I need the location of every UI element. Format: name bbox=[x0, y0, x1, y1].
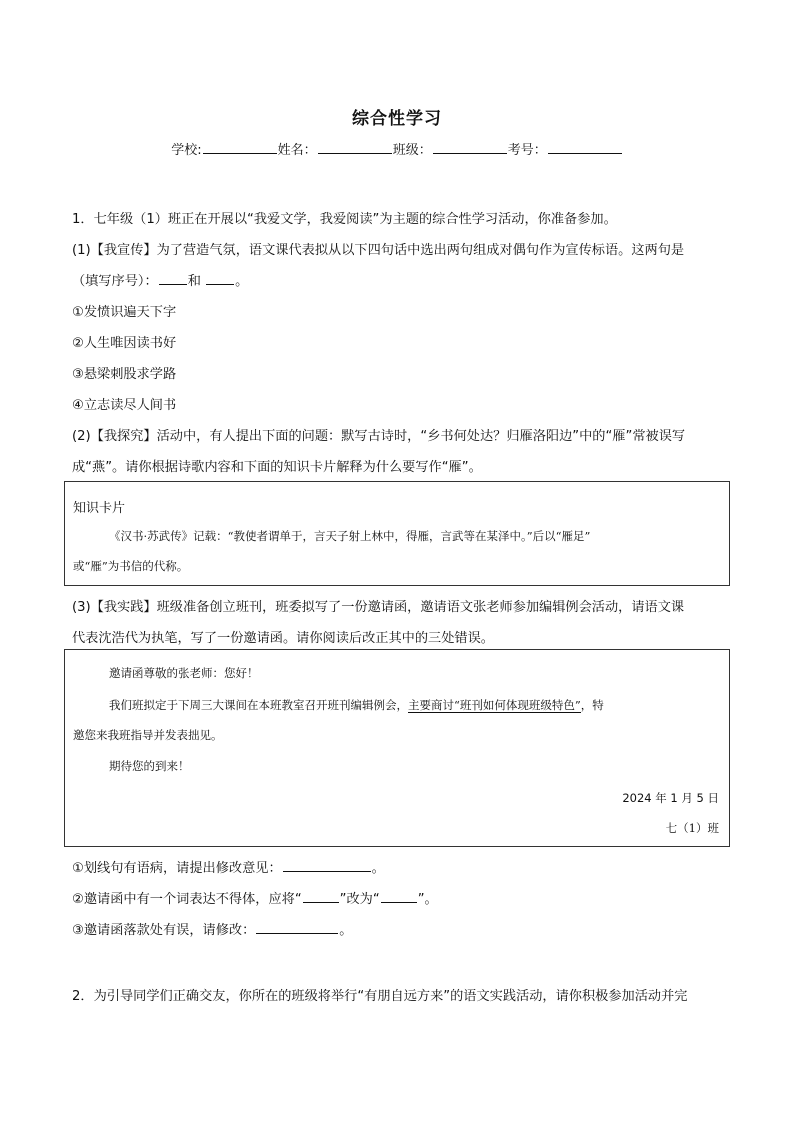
school-blank[interactable] bbox=[203, 139, 277, 154]
option-3: ③悬梁刺股求学路 bbox=[72, 367, 177, 382]
name-label: 姓名： bbox=[277, 143, 317, 158]
answer-blank-2[interactable] bbox=[206, 270, 234, 285]
option-2: ②人生唯因读书好 bbox=[72, 336, 177, 351]
and-text: 和 bbox=[187, 274, 201, 289]
underlined-sentence: 主要商讨“班刊如何体现班级特色” bbox=[408, 698, 581, 712]
q1-part3-line2: 代表沈浩代为执笔，写了一份邀请函。请你阅读后改正其中的三处错误。 bbox=[72, 631, 494, 646]
letter-body-line2: 邀您来我班指导并发表拙见。 bbox=[73, 728, 223, 742]
period: 。 bbox=[235, 274, 249, 289]
sub2-prompt: ②邀请函中有一个词表达不得体，应将“ bbox=[72, 892, 302, 907]
knowledge-card-heading: 知识卡片 bbox=[73, 501, 126, 516]
q1-sub1 bbox=[72, 857, 385, 876]
knowledge-card-line1: 《汉书·苏武传》记载：“教使者谓单于，言天子射上林中，得雁，言武等在某泽中。”后以“雁足” bbox=[109, 529, 591, 543]
letter-closing: 期待您的到来！ bbox=[109, 759, 190, 773]
option-4: ④立志读尽人间书 bbox=[72, 398, 177, 413]
sub2-middle: ”改为“ bbox=[339, 892, 380, 907]
exam-no-label: 考号： bbox=[507, 143, 547, 158]
q1-part1-line2 bbox=[72, 270, 248, 289]
fill-prompt: （填写序号）： bbox=[72, 274, 158, 289]
q1-part1-line1: (1)【我宣传】为了营造气氛，语文课代表拟从以下四句话中选出两句组成对偶句作为宣传标语。这两句是 bbox=[72, 243, 685, 258]
letter-body-end: ，特 bbox=[580, 698, 604, 712]
letter-body-line1 bbox=[109, 697, 604, 713]
sub2-blank-from[interactable] bbox=[303, 888, 339, 903]
invitation-letter bbox=[64, 649, 730, 847]
sub3-answer-blank[interactable] bbox=[256, 919, 338, 934]
class-blank[interactable] bbox=[433, 139, 507, 154]
sub1-period: 。 bbox=[371, 861, 385, 876]
sub3-prompt: ③邀请函落款处有误，请修改： bbox=[72, 923, 256, 938]
q1-stem: 1．七年级（1）班正在开展以“我爱文学，我爱阅读”为主题的综合性学习活动，你准备参加。 bbox=[72, 212, 617, 227]
knowledge-card-line2: 或“雁”为书信的代称。 bbox=[73, 559, 189, 573]
student-info-line bbox=[0, 139, 794, 158]
q1-part3-line1: (3)【我实践】班级准备创立班刊，班委拟写了一份邀请函，邀请语文张老师参加编辑例会活动，请语文课 bbox=[72, 600, 685, 615]
letter-greeting: 邀请函尊敬的张老师：您好！ bbox=[109, 666, 259, 680]
sub1-answer-blank[interactable] bbox=[283, 857, 371, 872]
sub2-blank-to[interactable] bbox=[381, 888, 417, 903]
q1-sub3 bbox=[72, 919, 352, 938]
sub2-end: ”。 bbox=[417, 892, 438, 907]
school-label: 学校: bbox=[171, 143, 202, 158]
q1-part2-line1: (2)【我探究】活动中，有人提出下面的问题：默写古诗时，“乡书何处达？归雁洛阳边”中的“雁”常被误写 bbox=[72, 429, 686, 444]
q1-part2-line2: 成“燕”。请你根据诗歌内容和下面的知识卡片解释为什么要写作“雁”。 bbox=[72, 460, 482, 475]
answer-blank-1[interactable] bbox=[159, 270, 187, 285]
exam-no-blank[interactable] bbox=[548, 139, 622, 154]
page-title: 综合性学习 bbox=[352, 109, 442, 129]
class-label: 班级： bbox=[392, 143, 432, 158]
name-blank[interactable] bbox=[318, 139, 392, 154]
option-1: ①发愤识遍天下字 bbox=[72, 305, 177, 320]
letter-date: 2024 年 1 月 5 日 bbox=[622, 791, 719, 805]
knowledge-card bbox=[64, 481, 730, 586]
sub1-prompt: ①划线句有语病，请提出修改意见： bbox=[72, 861, 282, 876]
letter-body-text: 我们班拟定于下周三大课间在本班教室召开班刊编辑例会， bbox=[109, 698, 408, 712]
q2-stem: 2．为引导同学们正确交友，你所在的班级将举行“有朋自远方来”的语文实践活动，请你积极参加活动并完 bbox=[72, 989, 688, 1004]
q1-sub2 bbox=[72, 888, 438, 907]
sub3-period: 。 bbox=[339, 923, 353, 938]
letter-signature: 七（1）班 bbox=[665, 821, 719, 835]
